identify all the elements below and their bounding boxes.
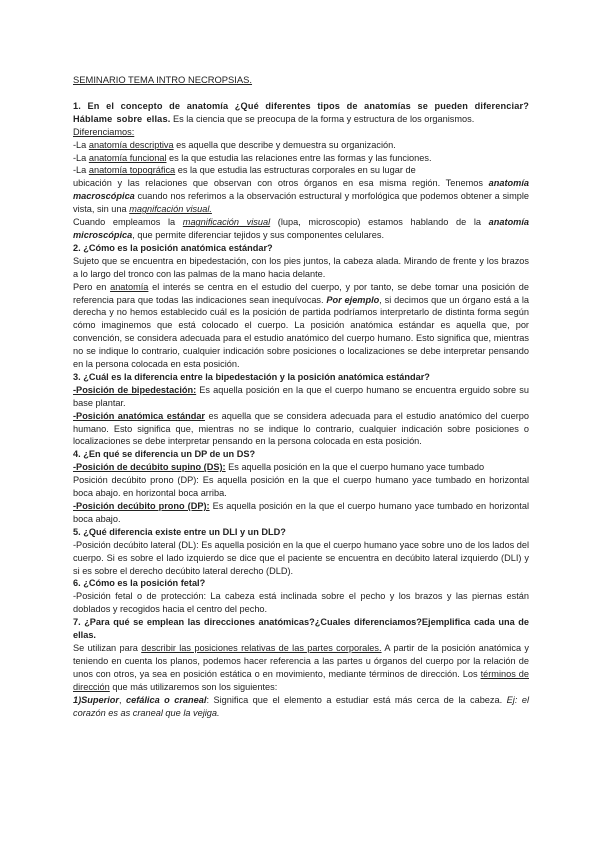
q4-a-term: -Posición de decúbito supino (DS):	[73, 462, 226, 473]
q7-p2-c: cefálica o craneal	[125, 694, 207, 705]
q1-l3-text: es la que estudia las estructuras corporales en su lugar de	[175, 165, 416, 176]
q1-list-item-topografica	[73, 164, 529, 177]
q1-p4-c: cuando nos referimos a la observación estructural y morfológica que podemos obtener a simple vista, sin una	[73, 191, 529, 215]
q3-bipedestacion	[73, 384, 529, 410]
q1-l1-term: anatomía descriptiva	[88, 139, 174, 150]
q7-p1-b: describir las posiciones relativas de las partes corporales.	[141, 642, 382, 653]
q1-list-item-funcional	[73, 152, 529, 165]
q1-l1-text: es aquella que describe y demuestra su organización.	[173, 139, 396, 150]
q1-paragraph	[73, 100, 529, 126]
q1-l3-prefix: -La	[73, 165, 89, 176]
q4-supino	[73, 461, 529, 474]
q4-supino-continuation: Posición decúbito prono (DP): Es aquella posición en la que el cuerpo humano yace tumbado en horizontal boca abajo. en horizontal boca arriba.	[73, 475, 529, 499]
q7-paragraph-2	[73, 694, 529, 720]
q1-diferenciamos: Diferenciamos:	[73, 126, 135, 137]
q1-p4-a: ubicación y las relaciones que observan con otros órganos en esa misma región. Tenemos	[73, 178, 489, 189]
q2-question: 2. ¿Cómo es la posición anatómica estándar?	[73, 242, 273, 253]
q1-p5-term: anatomía microscópica	[73, 217, 530, 240]
q4-prono	[73, 500, 529, 526]
document-title: SEMINARIO TEMA INTRO NECROPSIAS.	[73, 74, 253, 85]
q1-l2-prefix: -La	[73, 152, 89, 163]
q2-paragraph-2	[73, 281, 529, 371]
q1-answer: Es la ciencia que se preocupa de la forma y estructura de los organismos.	[170, 113, 475, 124]
q7-p1-d: términos de dirección	[73, 668, 529, 692]
q7-p1-c: A partir de la posición anatómica y teniendo en cuenta los planos, podemos hacer referencia a las partes u órganos del cuerpo por la relación de unos con otros, ya sea en posición estática o en movimiento, mediante términos de dirección. Los	[73, 642, 529, 679]
q3-b-term: -Posición anatómica estándar	[73, 410, 206, 421]
q5-text: -Posición decúbito lateral (DL): Es aquella posición en la que el cuerpo humano yace sobre uno de los lados del cuerpo. Si es sobre el lado izquierdo se dice que el paciente se encuentra en decúbito lateral izquierdo (DLI) y si es sobre el derecho decúbito lateral derecho (DLD).	[73, 539, 529, 576]
q2-p2-d: Por ejemplo	[326, 294, 380, 305]
q4-question: 4. ¿En qué se diferencia un DP de un DS?	[73, 449, 256, 460]
q3-anatomica-estandar	[73, 410, 529, 449]
q5-question: 5. ¿Qué diferencia existe entre un DLI y un DLD?	[73, 526, 286, 537]
q1-macroscopica-paragraph	[73, 177, 529, 216]
q3-a-text: Es aquella posición en la que el cuerpo humano se encuentra erguido sobre su base plantar.	[73, 384, 529, 408]
q2-p2-b: anatomía	[110, 281, 149, 292]
q4-a-text: Es aquella posición en la que el cuerpo humano yace tumbado	[225, 462, 485, 473]
q3-a-term: -Posición de bipedestación:	[73, 384, 197, 395]
q1-l2-term: anatomía funcional	[88, 152, 167, 163]
q7-p2-e: Ej: el corazón es as craneal que la vejiga.	[73, 694, 529, 718]
q3-b-text: es aquella que se considera adecuada para el estudio anatómico del cuerpo humano. Esto significa que, mientras no se indique lo contrario, cualquier indicación sobre posiciones o localizaciones se debe interpretar pensando en la persona colocada en esta posición.	[73, 410, 529, 447]
q3-question: 3. ¿Cuál es la diferencia entre la bipedestación y la posición anatómica estándar?	[73, 371, 430, 382]
q6-text: -Posición fetal o de protección: La cabeza está inclinada sobre el pecho y los brazos y las piernas están doblados y recogidos hacia el centro del pecho.	[73, 591, 529, 615]
q1-p5-b: magnificación visual	[182, 217, 271, 228]
q1-microscopica-paragraph	[73, 216, 529, 242]
q6-question: 6. ¿Cómo es la posición fetal?	[73, 578, 206, 589]
q1-question: 1. En el concepto de anatomía ¿Qué diferentes tipos de anatomías se pueden diferenciar? Háblame sobre ellas.	[73, 100, 529, 124]
q1-p5-e: , que permite diferenciar tejidos y sus componentes celulares.	[132, 229, 384, 240]
q4-b-text: Es aquella posición en la que el cuerpo humano yace tumbado en horizontal boca abajo.	[73, 501, 529, 524]
q7-p2-a: 1)Superior	[73, 694, 119, 705]
q7-question: 7. ¿Para qué se emplean las direcciones anatómicas?¿Cuales diferenciamos?Ejemplifica cada una de ellas.	[73, 617, 529, 641]
q2-p2-c: el interés se centra en el estudio del cuerpo, y por tanto, se debe tomar una posición de referencia para que todas las indicaciones sean inequívocas.	[73, 281, 529, 305]
q7-paragraph-1	[73, 642, 529, 694]
q1-l3-term: anatomía topográfica	[88, 165, 176, 176]
q1-p5-a: Cuando empleamos la	[73, 217, 183, 228]
q1-p4-term: anatomía macroscópica	[73, 178, 529, 202]
document-page	[73, 74, 529, 719]
q1-l1-prefix: -La	[73, 139, 89, 150]
q7-p1-e: que más utilizaremos son los siguientes:	[109, 681, 278, 692]
q4-b-term: -Posición decúbito prono (DP):	[73, 501, 210, 511]
q1-p4-d: magnifcación visual.	[129, 204, 212, 215]
q2-paragraph-1: Sujeto que se encuentra en bipedestación, con los pies juntos, la cabeza alada. Mirando de frente y los brazos a lo largo del tronco con las palmas de la mano hacia delante.	[73, 255, 529, 279]
q7-p1-a: Se utilizan para	[73, 642, 142, 653]
q1-list-item-descriptiva	[73, 139, 529, 152]
spacer	[73, 87, 529, 100]
q1-l2-text: es la que estudia las relaciones entre las formas y las funciones.	[166, 152, 432, 163]
q7-p2-b: ,	[118, 694, 126, 705]
q2-p2-a: Pero en	[73, 281, 111, 292]
q2-p2-e: , si decimos que un órgano está a la derecha y no hemos establecido cuál es la posición de partida podríamos interpretarlo de distinta forma según cómo imaginemos que está colocado el cuerpo. La posición anatómica estándar es aquella que, por convención, se considera adecuada para el estudio anatómico del cuerpo humano. Esto significa que, mientras no se indique lo contrario, cualquier indicación sobre posiciones o localizaciones se debe interpretar pensando en la persona colocada en esta posición.	[73, 294, 529, 370]
q1-p5-c: (lupa, microscopio) estamos hablando de la	[270, 217, 489, 228]
q7-p2-d: : Significa que el elemento a estudiar está más cerca de la cabeza.	[206, 694, 507, 705]
